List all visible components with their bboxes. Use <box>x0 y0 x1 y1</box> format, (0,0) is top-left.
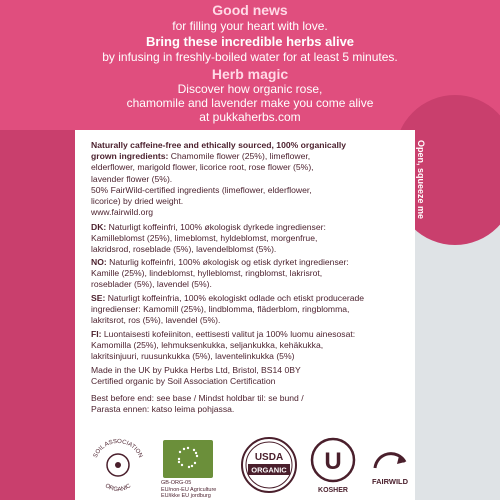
usda-top-text: USDA <box>254 452 284 463</box>
no-2: Kamille (25%), lindeblomst, hylleblomst, ringblomst, lakrisrot, <box>91 268 323 279</box>
kosher-text: KOSHER <box>318 487 348 494</box>
fi-label: FI: <box>91 329 102 339</box>
intro-bold-1: Naturally caffeine-free and ethically sourced, 100% organically <box>91 140 347 150</box>
soil-top-text: SOIL ASSOCIATION <box>92 438 144 459</box>
fairwild-text: FAIRWILD <box>371 477 409 486</box>
intro-text-2: Chamomile flower (25%), limeflower, <box>168 151 311 162</box>
no-1: Naturlig koffeinfri, 100% økologisk og etisk dyrket ingredienser: <box>106 257 349 267</box>
dk-1: Naturligt koffeinfri, 100% økologisk dyrkede ingredienser: <box>106 222 326 232</box>
usda-organic-logo <box>240 436 298 494</box>
eu-code: GB-ORG-05 <box>161 480 192 486</box>
fi-1: Luontaisesti kofeiiniton, eettisesti valitut ja 100% luomu ainesosat: <box>101 329 356 339</box>
heading-herb-magic: Herb magic <box>211 66 289 82</box>
fi-2: Kamomilla (25%), lehmuksenkukka, seljankukka, kehäkukka, <box>91 340 324 351</box>
se-2: ingredienser: Kamomill (25%), lindblomma, fläderblom, ringblomma, <box>91 304 350 315</box>
dk-label: DK: <box>91 222 107 232</box>
pull-line-1: Open, squeeze me <box>416 140 426 220</box>
svg-text:SOIL ASSOCIATION <box>93 439 144 459</box>
intro-4: lavender flower (5%). <box>91 173 173 184</box>
fairwild-1: 50% FairWild-certified ingredients (limeflower, elderflower, <box>91 184 312 195</box>
se-1: Naturligt koffeinfria, 100% ekologiskt odlade och etiskt producerade <box>105 293 365 303</box>
se-3: lakritsrot, ros (5%), lavendel (5%). <box>91 315 221 326</box>
made-in-uk: Made in the UK by Pukka Herbs Ltd, Bristol, BS14 0BY <box>91 365 301 375</box>
svg-text:ORGANIC <box>104 483 133 493</box>
intro-3: elderflower, marigold flower, licorice root, rose flower (5%), <box>91 162 314 173</box>
soil-bottom-text: ORGANIC <box>103 483 133 494</box>
best-before-1: Best before end: see base / Mindst holdbar til: se bund / <box>91 393 304 403</box>
dk-3: lakridsrod, roseblade (5%), lavendelblomst (5%). <box>91 244 277 255</box>
kosher-logo <box>307 436 359 494</box>
no-3: roseblader (5%), lavendel (5%). <box>91 279 212 290</box>
certification-logos <box>75 400 415 500</box>
heading-bring-herbs: Bring these incredible herbs alive <box>145 34 355 49</box>
eu-organic-text <box>161 480 231 500</box>
eu-line-2: EU/non-EU Agriculture <box>161 486 217 493</box>
eu-organic-leaf-icon <box>163 440 213 478</box>
heading-good-news: Good news <box>212 2 288 18</box>
intro-bold-2: grown ingredients: <box>91 151 169 162</box>
link-pukkaherbs[interactable]: at pukkaherbs.com <box>199 110 301 124</box>
fairwild-logo <box>365 440 415 492</box>
fairwild-url[interactable]: www.fairwild.org <box>91 207 154 218</box>
eu-line-3: EU/ikke EU jordburg <box>161 493 211 499</box>
text-chamomile: chamomile and lavender make you come alive <box>126 96 374 110</box>
fi-3: lakritsinjuuri, ruusunkukka (5%), laventelinkukka (5%) <box>91 351 295 362</box>
fairwild-2: licorice) by dried weight. <box>91 196 184 207</box>
text-discover: Discover how organic rose, <box>177 82 323 96</box>
se-label: SE: <box>91 293 106 303</box>
text-infusing: by infusing in freshly-boiled water for at least 5 minutes. <box>102 50 398 64</box>
usda-bottom-text: ORGANIC <box>251 465 287 475</box>
best-before-2: Parasta ennen: katso leima pohjassa. <box>91 404 235 415</box>
text-filling-heart: for filling your heart with love. <box>172 19 328 33</box>
certified-organic: Certified organic by Soil Association Certification <box>91 376 276 387</box>
dk-2: Kamilleblomst (25%), limeblomst, hyldeblomst, morgenfrue, <box>91 233 318 244</box>
no-label: NO: <box>91 257 107 267</box>
kosher-mark: U <box>324 448 342 475</box>
soil-association-logo <box>89 436 147 494</box>
